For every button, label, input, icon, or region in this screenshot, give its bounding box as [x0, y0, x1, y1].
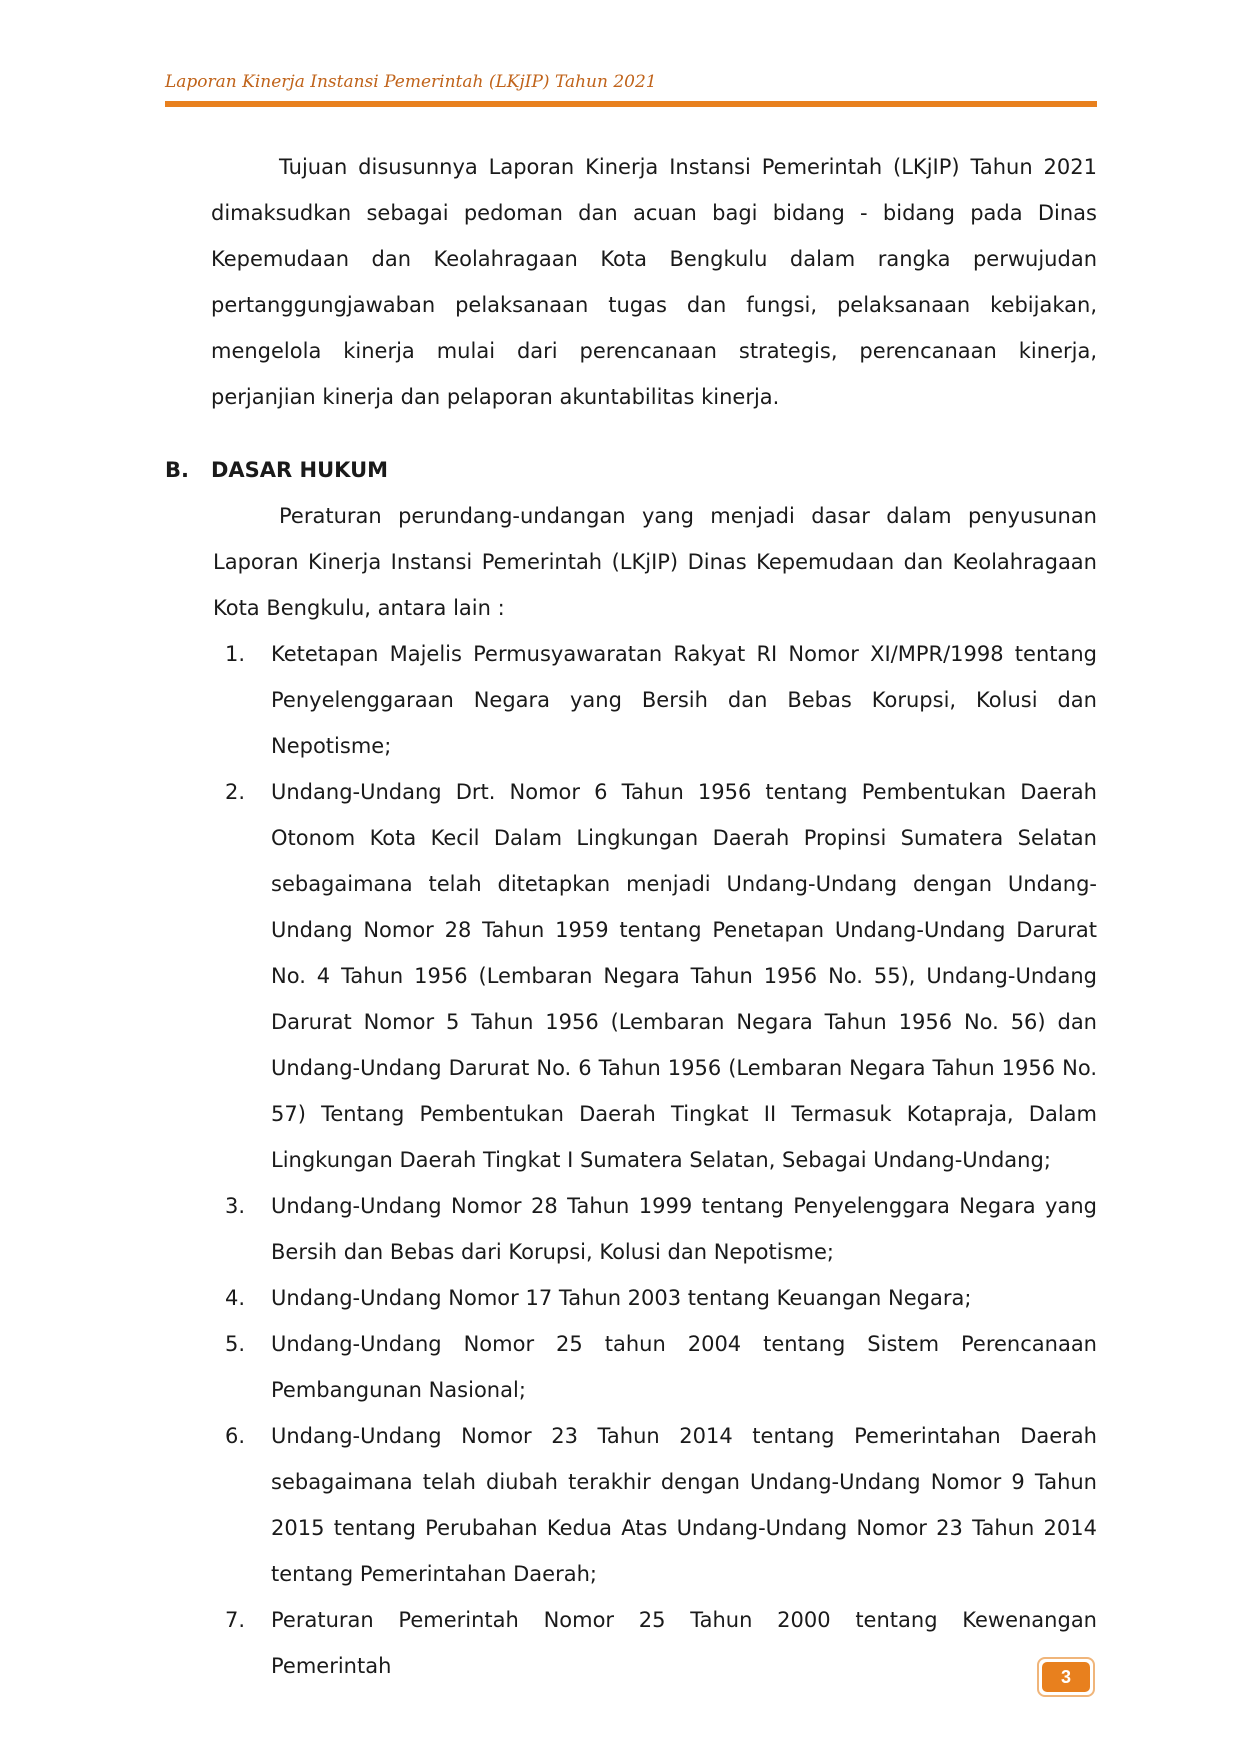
list-item: [213, 769, 1097, 1183]
list-item-number: 6.: [224, 1424, 245, 1448]
list-item-number: 1.: [224, 642, 245, 666]
intro-paragraph: Tujuan disusunnya Laporan Kinerja Instansi Pemerintah (LKjIP) Tahun 2021 dimaksudkan sebagai pedoman dan acuan bagi bidang - bidang pada Dinas Kepemudaan dan Keolahragaan Kota Bengkulu dalam rangka perwujudan pertanggungjawaban pelaksanaan tugas dan fungsi, pelaksanaan kebijakan, mengelola kinerja mulai dari perencanaan strategis, perencanaan kinerja, perjanjian kinerja dan pelaporan akuntabilitas kinerja.: [211, 155, 1097, 409]
list-item-number: 7.: [224, 1608, 245, 1632]
section-title: DASAR HUKUM: [211, 458, 389, 482]
list-item-text: Ketetapan Majelis Permusyawaratan Rakyat RI Nomor XI/MPR/1998 tentang Penyelenggaraan Negara yang Bersih dan Bebas Korupsi, Kolusi dan Nepotisme;: [271, 642, 1097, 758]
list-item-number: 2.: [224, 780, 245, 804]
running-header-title: Laporan Kinerja Instansi Pemerintah (LKjIP) Tahun 2021: [165, 72, 657, 92]
list-item-number: 3.: [224, 1194, 245, 1218]
list-item-text: Undang-Undang Nomor 28 Tahun 1999 tentang Penyelenggara Negara yang Bersih dan Bebas dari Korupsi, Kolusi dan Nepotisme;: [271, 1194, 1097, 1264]
list-item-text: Undang-Undang Nomor 17 Tahun 2003 tentang Keuangan Negara;: [271, 1286, 972, 1310]
page-number: 3: [1042, 1662, 1090, 1692]
legal-basis-list: [213, 631, 1097, 1689]
list-item-number: 4.: [224, 1286, 245, 1310]
section-letter: B.: [165, 458, 189, 482]
list-item: [213, 1183, 1097, 1275]
page-number-badge: [1037, 1657, 1095, 1697]
list-item: [213, 631, 1097, 769]
list-item: [213, 1321, 1097, 1413]
list-item: [213, 1275, 1097, 1321]
list-item-number: 5.: [224, 1332, 245, 1356]
list-item-text: Peraturan Pemerintah Nomor 25 Tahun 2000 tentang Kewenangan Pemerintah: [271, 1608, 1097, 1678]
list-item-text: Undang-Undang Drt. Nomor 6 Tahun 1956 tentang Pembentukan Daerah Otonom Kota Kecil Dalam Lingkungan Daerah Propinsi Sumatera Selatan sebagaimana telah ditetapkan menjadi Undang-Undang dengan Undang-Undang Nomor 28 Tahun 1959 tentang Penetapan Undang-Undang Darurat No. 4 Tahun 1956 (Lembaran Negara Tahun 1956 No. 55), Undang-Undang Darurat Nomor 5 Tahun 1956 (Lembaran Negara Tahun 1956 No. 56) dan Undang-Undang Darurat No. 6 Tahun 1956 (Lembaran Negara Tahun 1956 No. 57) Tentang Pembentukan Daerah Tingkat II Termasuk Kotapraja, Dalam Lingkungan Daerah Tingkat I Sumatera Selatan, Sebagai Undang-Undang;: [271, 780, 1097, 1172]
section-lead-paragraph: Peraturan perundang-undangan yang menjadi dasar dalam penyusunan Laporan Kinerja Instansi Pemerintah (LKjIP) Dinas Kepemudaan dan Keolahragaan Kota Bengkulu, antara lain :: [213, 504, 1097, 620]
section-heading: [165, 447, 388, 493]
list-item: [213, 1413, 1097, 1597]
header-divider: [165, 101, 1097, 107]
list-item-text: Undang-Undang Nomor 23 Tahun 2014 tentang Pemerintahan Daerah sebagaimana telah diubah terakhir dengan Undang-Undang Nomor 9 Tahun 2015 tentang Perubahan Kedua Atas Undang-Undang Nomor 23 Tahun 2014 tentang Pemerintahan Daerah;: [271, 1424, 1097, 1586]
list-item-text: Undang-Undang Nomor 25 tahun 2004 tentang Sistem Perencanaan Pembangunan Nasional;: [271, 1332, 1097, 1402]
list-item: [213, 1597, 1097, 1689]
